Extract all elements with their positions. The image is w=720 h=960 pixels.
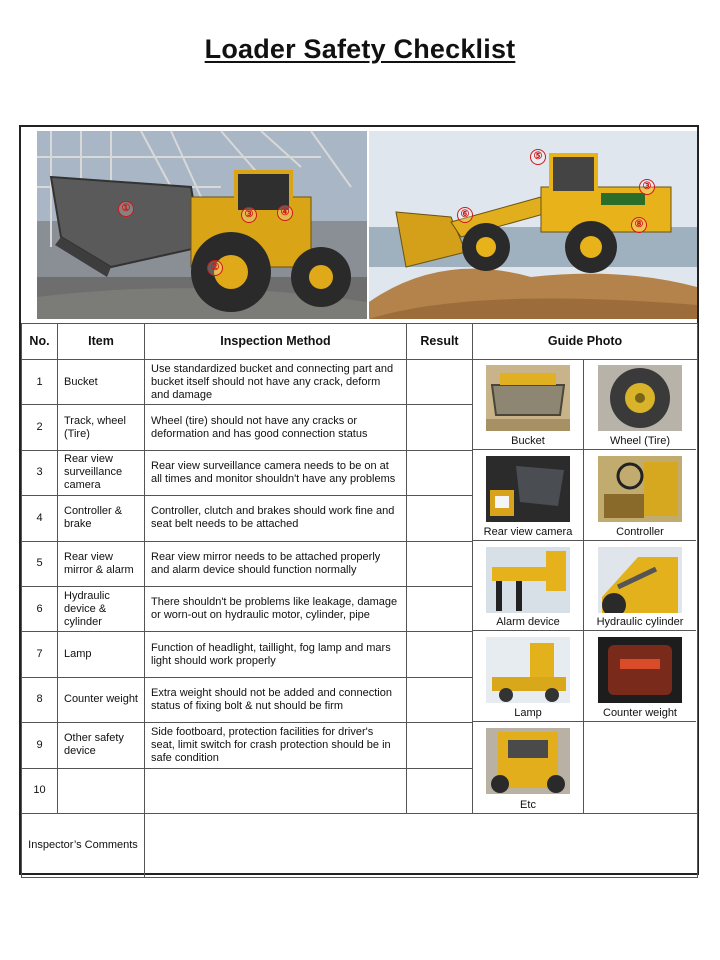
guide-photo-cell [584,722,696,813]
etc-photo-icon [486,728,570,794]
row-method: Side footboard, protection facilities for driver's seat, limit switch for crash protection should be in safe condition [145,723,407,768]
row-method: Use standardized bucket and connecting part and bucket itself should not have any crack, deform and damage [145,360,407,405]
row-method: Extra weight should not be added and connection status of fixing bolt & nut should be firm [145,677,407,722]
header-result: Result [407,324,473,360]
row-number: 3 [22,450,58,495]
row-number: 5 [22,541,58,586]
result-cell[interactable] [407,450,473,495]
result-cell[interactable] [407,632,473,677]
header-no: No. [22,324,58,360]
guide-caption: Counter weight [603,707,677,720]
marker-badge: ④ [277,205,293,221]
alarm-photo-icon [486,547,570,613]
marker-badge: ③ [639,179,655,195]
result-cell[interactable] [407,586,473,631]
controller-photo-icon [598,456,682,522]
guide-photo-cell [584,631,696,722]
guide-photo-cell [472,450,584,541]
row-number: 9 [22,723,58,768]
result-cell[interactable] [407,541,473,586]
loader-illustration [21,127,697,323]
inspector-comments-field[interactable] [145,813,698,877]
row-item: Controller & brake [58,496,145,541]
row-number: 8 [22,677,58,722]
marker-badge: ⑤ [530,149,546,165]
guide-caption: Hydraulic cylinder [596,616,684,629]
page-title: Loader Safety Checklist [204,34,516,64]
guide-photo-cell [584,541,696,632]
guide-caption: Rear view camera [483,525,573,538]
row-method: Function of headlight, taillight, fog lamp and mars light should work properly [145,632,407,677]
guide-caption: Alarm device [496,616,560,629]
marker-badge: ① [118,201,134,217]
result-cell[interactable] [407,496,473,541]
row-item: Track, wheel (Tire) [58,405,145,450]
guide-photo-cell [472,541,584,632]
row-item: Lamp [58,632,145,677]
guide-caption: Controller [616,525,664,538]
row-number: 7 [22,632,58,677]
guide-caption: Wheel (Tire) [609,434,671,447]
result-cell[interactable] [407,677,473,722]
checklist-frame [19,125,699,875]
marker-badge: ⑥ [457,207,473,223]
hydraulic-photo-icon [598,547,682,613]
row-item [58,768,145,813]
bucket-photo-icon [486,365,570,431]
marker-badge: ⑧ [631,217,647,233]
result-cell[interactable] [407,405,473,450]
header-method: Inspection Method [145,324,407,360]
row-method: Rear view mirror needs to be attached properly and alarm device should function normally [145,541,407,586]
row-number: 6 [22,586,58,631]
marker-badge: ③ [241,207,257,223]
row-method: There shouldn't be problems like leakage, damage or worn-out on hydraulic motor, cylinder, pipe [145,586,407,631]
wheel-photo-icon [598,365,682,431]
inspector-comments-label: Inspector’s Comments [22,813,145,877]
row-number: 10 [22,768,58,813]
guide-photo-cell [584,450,696,541]
header-guide: Guide Photo [473,324,698,360]
guide-caption: Etc [520,798,536,811]
row-method [145,768,407,813]
loader-photos [21,127,697,323]
row-item: Bucket [58,360,145,405]
row-number: 2 [22,405,58,450]
row-item: Rear view surveillance camera [58,450,145,495]
guide-caption: Bucket [511,434,545,447]
row-method: Rear view surveillance camera needs to be on at all times and monitor shouldn't have any problems [145,450,407,495]
result-cell[interactable] [407,723,473,768]
guide-photo-cell [472,359,584,450]
guide-photo-cell [472,631,584,722]
result-cell[interactable] [407,768,473,813]
row-item: Rear view mirror & alarm [58,541,145,586]
comments-row [22,813,698,877]
counterweight-photo-icon [598,637,682,703]
guide-photo-cell [584,359,696,450]
guide-photo-cell [472,722,584,813]
row-item: Hydraulic device & cylinder [58,586,145,631]
table-header-row [22,324,698,360]
result-cell[interactable] [407,360,473,405]
header-item: Item [58,324,145,360]
guide-photo-grid [472,359,697,813]
row-number: 4 [22,496,58,541]
guide-caption: Lamp [514,707,542,720]
row-item: Counter weight [58,677,145,722]
row-number: 1 [22,360,58,405]
row-method: Controller, clutch and brakes should work fine and seat belt needs to be attached [145,496,407,541]
camera-photo-icon [486,456,570,522]
lamp-photo-icon [486,637,570,703]
row-item: Other safety device [58,723,145,768]
marker-badge: ② [207,260,223,276]
row-method: Wheel (tire) should not have any cracks or deformation and has good connection status [145,405,407,450]
